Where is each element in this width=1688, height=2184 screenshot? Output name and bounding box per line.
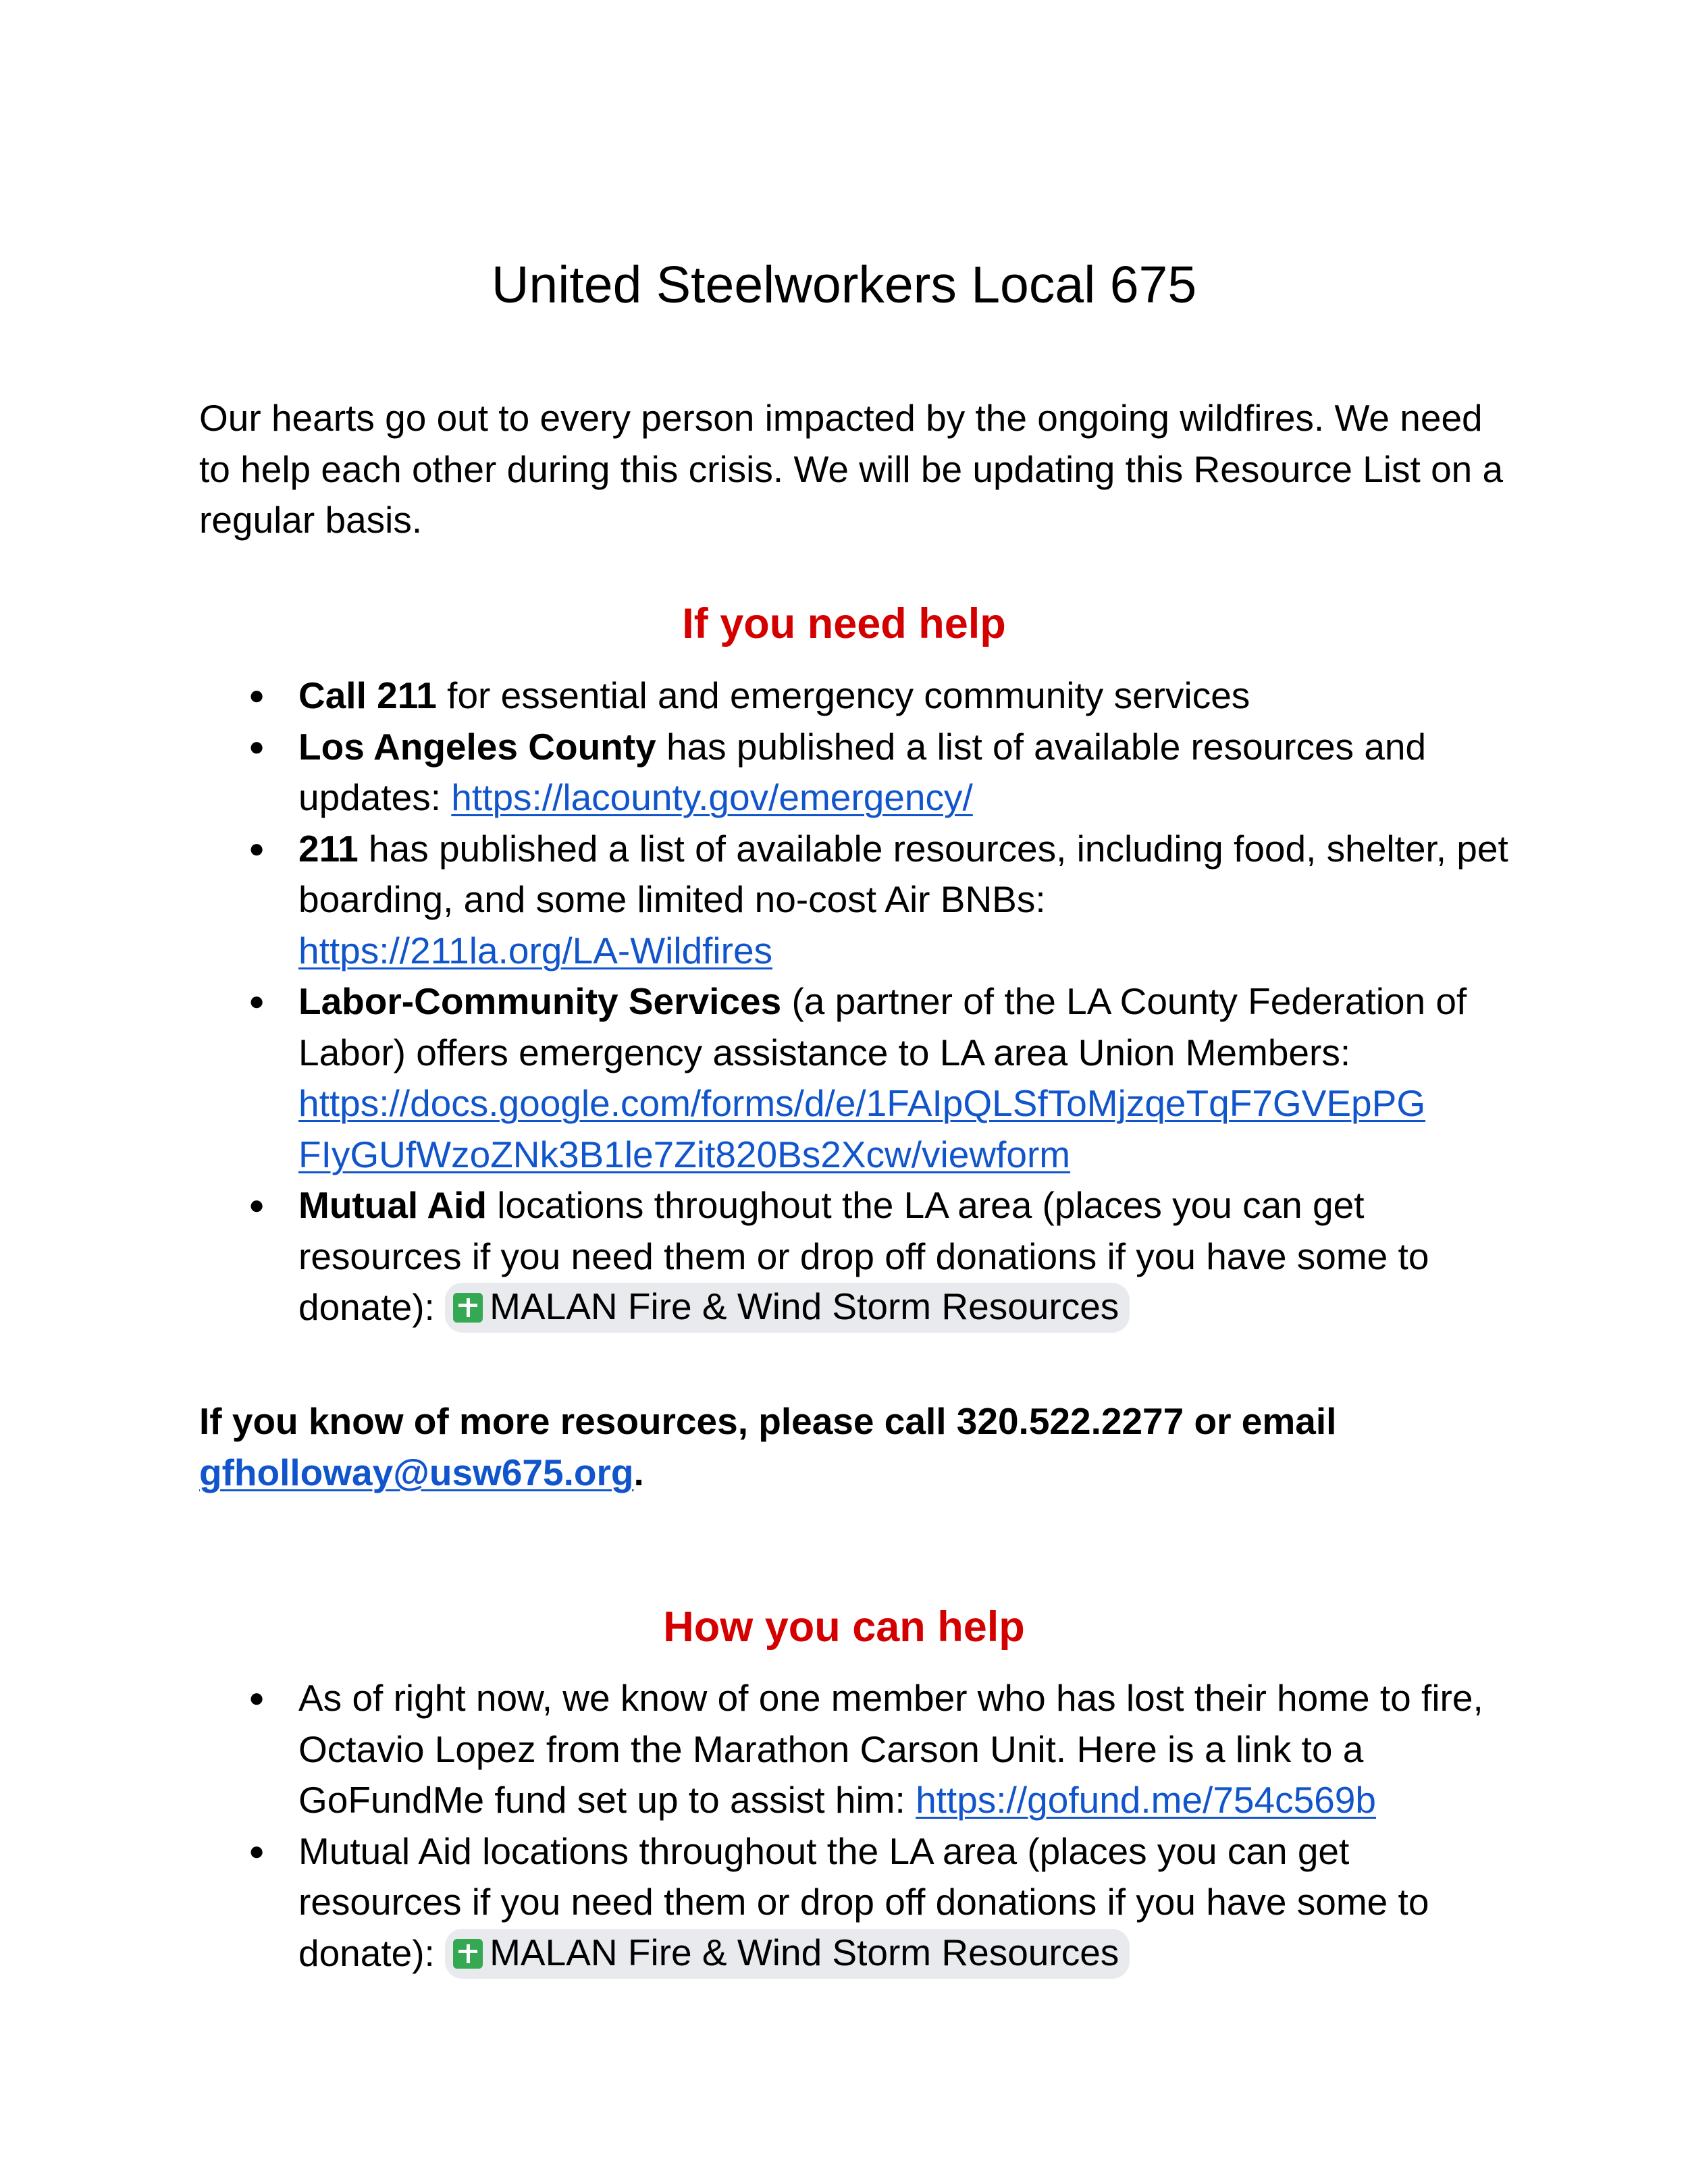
- item-bold-label: 211: [298, 827, 359, 870]
- bullet: ●: [248, 1683, 265, 1713]
- google-sheets-icon: [453, 1293, 483, 1323]
- item-text: for essential and emergency community services: [436, 674, 1250, 716]
- item-bold-label: Los Angeles County: [298, 725, 656, 768]
- item-text: (a partner of the LA County Federation of Labor) offers emergency assistance to LA area Union Members:: [298, 980, 1467, 1073]
- google-form-link[interactable]: [298, 1082, 1425, 1175]
- can-help-list: [0, 1673, 1519, 1979]
- heading-how-you-can-help: How you can help: [663, 1603, 1025, 1651]
- google-form-link-line-2[interactable]: FIyGUfWzoZNk3B1le7Zit820Bs2Xcw/viewform: [298, 1133, 1071, 1175]
- item-bold-label: Call 211: [298, 674, 437, 716]
- google-form-link-line-1[interactable]: https://docs.google.com/forms/d/e/1FAIpQLSfToMjzqeTqF7GVEpPG: [298, 1082, 1426, 1124]
- gofundme-link[interactable]: https://gofund.me/754c569b: [916, 1779, 1376, 1821]
- 211la-link[interactable]: https://211la.org/LA-Wildfires: [298, 929, 773, 971]
- item-text: has published a list of available resources, including food, shelter, pet boarding, and some limited no-cost Air BNBs:: [298, 827, 1508, 920]
- la-county-link[interactable]: https://lacounty.gov/emergency/: [451, 776, 973, 818]
- contact-text: If you know of more resources, please call 320.522.2277 or email: [199, 1400, 1337, 1442]
- list-item-mutual-aid: [0, 1180, 1519, 1333]
- bullet: ●: [248, 1836, 265, 1866]
- list-item-gofundme: [0, 1673, 1519, 1826]
- list-item-call-211: [0, 670, 1519, 722]
- bullet: ●: [248, 986, 265, 1016]
- contact-period: .: [633, 1451, 644, 1493]
- bullet: ●: [248, 1190, 265, 1220]
- intro-paragraph: Our hearts go out to every person impacted by the ongoing wildfires. We need to help each other during this crisis. We will be updating this Resource List on a regular basis.: [199, 397, 1504, 541]
- contact-paragraph: [199, 1396, 1516, 1498]
- list-item-la-county: [0, 722, 1519, 824]
- chip-label[interactable]: MALAN Fire & Wind Storm Resources: [490, 1931, 1119, 1973]
- google-sheets-icon: [453, 1939, 483, 1969]
- email-link[interactable]: gfholloway@usw675.org: [199, 1451, 634, 1493]
- need-help-list: [0, 670, 1519, 1333]
- heading-if-you-need-help: If you need help: [682, 600, 1006, 647]
- item-text: locations throughout the LA area (places you can get resources if you need them or drop off donations if you have some to donate):: [298, 1184, 1429, 1328]
- item-text: Mutual Aid locations throughout the LA area (places you can get resources if you need them or drop off donations if you have some to donate):: [298, 1830, 1429, 1974]
- item-text: has published a list of available resources and updates:: [298, 725, 1427, 818]
- list-item-mutual-aid-help: [0, 1826, 1519, 1979]
- item-bold-label: Mutual Aid: [298, 1184, 487, 1226]
- document-title: United Steelworkers Local 675: [491, 256, 1197, 314]
- bullet: ●: [248, 681, 265, 710]
- item-bold-label: Labor-Community Services: [298, 980, 782, 1022]
- list-item-labor-community-services: [0, 976, 1519, 1180]
- list-item-211-resources: [0, 824, 1519, 977]
- malan-resources-chip[interactable]: [445, 1283, 1130, 1333]
- malan-resources-chip[interactable]: [445, 1929, 1130, 1979]
- chip-label[interactable]: MALAN Fire & Wind Storm Resources: [490, 1285, 1119, 1328]
- bullet: ●: [248, 833, 265, 863]
- bullet: ●: [248, 731, 265, 762]
- item-text: As of right now, we know of one member who has lost their home to fire, Octavio Lopez from the Marathon Carson Unit. Here is a link to a GoFundMe fund set up to assist him:: [298, 1677, 1483, 1821]
